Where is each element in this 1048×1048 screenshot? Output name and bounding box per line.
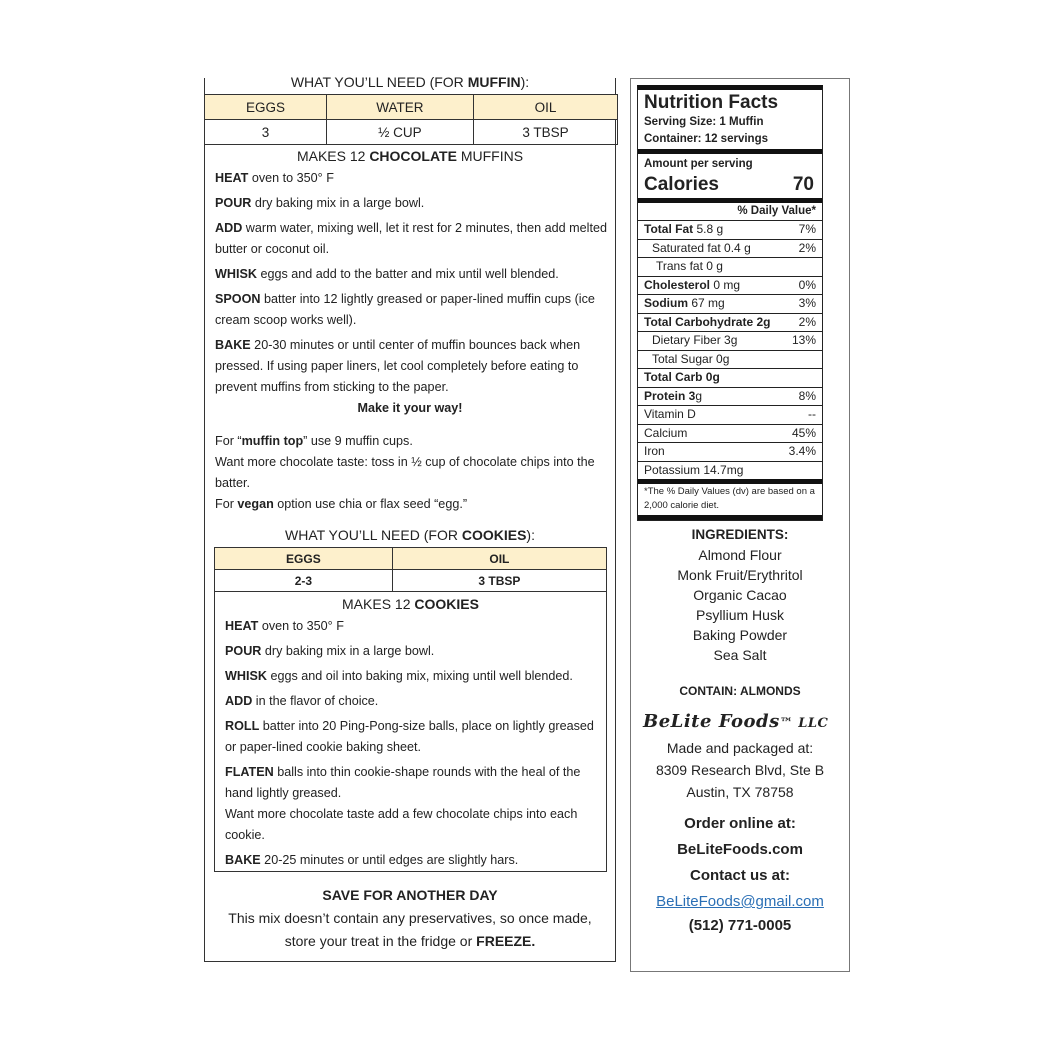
- muffin-tip: For “muffin top” use 9 muffin cups.: [215, 434, 413, 448]
- muffin-step: SPOON batter into 12 lightly greased or paper-lined muffin cups (ice cream scoop works well).: [215, 292, 595, 327]
- ingredients-list: [631, 525, 849, 665]
- serving-size: Serving Size: 1 Muffin: [644, 116, 764, 128]
- nutrient-row: Potassium 14.7mg: [638, 461, 822, 480]
- cookie-step: POUR dry baking mix in a large bowl.: [225, 644, 435, 658]
- recipe-panel: [204, 74, 616, 962]
- cookie-tip: Want more chocolate taste add a few chocolate chips into each cookie.: [225, 807, 578, 842]
- ingredient-item: Baking Powder: [692, 627, 788, 643]
- table-header: EGGS: [205, 95, 327, 120]
- amount-per-serving: Amount per serving: [644, 158, 753, 170]
- table-header: WATER: [326, 95, 473, 120]
- ingredient-item: Monk Fruit/Erythritol: [677, 567, 803, 583]
- cookie-instructions: [214, 592, 607, 872]
- label-panel: [630, 78, 850, 972]
- ingredient-item: Psyllium Husk: [696, 607, 784, 623]
- cookie-step: FLATEN balls into thin cookie-shape rounds with the heal of the hand lightly greased.: [225, 765, 581, 800]
- contact-label: Contact us at:: [689, 867, 790, 884]
- muffin-instructions: [205, 146, 615, 515]
- table-cell: ½ CUP: [326, 120, 473, 145]
- ingredients-title: INGREDIENTS:: [691, 527, 789, 542]
- table-header: OIL: [392, 548, 606, 570]
- muffin-tip: For vegan option use chia or flax seed “egg.”: [215, 497, 468, 511]
- cookie-need-title: WHAT YOU’LL NEED (FOR COOKIES):: [285, 527, 535, 543]
- nutrient-row: Sodium 67 mg 3%: [638, 294, 822, 313]
- nutrient-row: Total Carbohydrate 2g 2%: [638, 313, 822, 332]
- website-text: BeLiteFoods.com: [677, 841, 803, 858]
- ingredient-item: Sea Salt: [713, 647, 767, 663]
- nutrient-row: Iron 3.4%: [638, 442, 822, 461]
- cookie-step: HEAT oven to 350° F: [225, 619, 344, 633]
- muffin-need-title: WHAT YOU’LL NEED (FOR MUFFIN):: [290, 74, 530, 90]
- email-link[interactable]: BeLiteFoods@gmail.com: [656, 893, 824, 910]
- nutrient-row: Saturated fat 0.4 g 2%: [638, 239, 822, 258]
- cookie-ingredients-table: [214, 547, 607, 592]
- nutrient-row: Total Fat 5.8 g 7%: [638, 220, 822, 239]
- nutrition-title: Nutrition Facts: [644, 92, 779, 113]
- table-header: EGGS: [215, 548, 393, 570]
- phone-number: (512) 771-0005: [688, 917, 792, 934]
- storage-note: [205, 884, 615, 953]
- nutrient-row: Calcium 45%: [638, 424, 822, 443]
- ingredient-item: Almond Flour: [698, 547, 782, 563]
- contact-info: [631, 811, 849, 937]
- allergen-warning: CONTAIN: ALMONDS: [679, 684, 801, 698]
- save-line: This mix doesn’t contain any preservatives, so once made,: [228, 910, 592, 926]
- muffin-step: BAKE 20-30 minutes or until center of muffin bounces back when pressed. If using paper liners, let cool completely before eating to prevent muffins from sticking to the paper.: [215, 338, 581, 394]
- muffin-step: WHISK eggs and add to the batter and mix until well blended.: [215, 267, 559, 281]
- daily-value-header: % Daily Value*: [737, 205, 816, 217]
- muffin-step: POUR dry baking mix in a large bowl.: [215, 196, 425, 210]
- made-at-label: Made and packaged at:: [666, 740, 814, 756]
- make-it-your-way: Make it your way!: [357, 401, 463, 415]
- save-line: store your treat in the fridge or FREEZE.: [284, 933, 536, 949]
- muffin-tip: Want more chocolate taste: toss in ½ cup of chocolate chips into the batter.: [215, 455, 595, 490]
- cookie-makes-heading: MAKES 12 COOKIES: [342, 596, 479, 612]
- calories-row: Calories 70: [644, 174, 814, 195]
- cookie-step: ADD in the flavor of choice.: [225, 694, 379, 708]
- table-cell: 3: [205, 120, 327, 145]
- cookie-step: BAKE 20-25 minutes or until edges are slightly hars.: [225, 853, 519, 867]
- cookie-step: ROLL batter into 20 Ping-Pong-size balls, place on lightly greased or paper-lined cookie baking sheet.: [225, 719, 594, 754]
- nutrient-row: Cholesterol 0 mg 0%: [638, 276, 822, 295]
- muffin-step: ADD warm water, mixing well, let it rest for 2 minutes, then add melted butter or coconut oil.: [215, 221, 607, 256]
- servings-per-container: Container: 12 servings: [644, 133, 768, 145]
- nutrient-row: Trans fat 0 g: [638, 257, 822, 276]
- table-header: OIL: [473, 95, 617, 120]
- address-line: Austin, TX 78758: [686, 784, 794, 800]
- ingredient-item: Organic Cacao: [693, 587, 787, 603]
- brand-logo: BeLite Foods™ LLC: [643, 711, 829, 732]
- nutrient-row: Protein 3g 8%: [638, 387, 822, 406]
- nutrition-facts: [637, 85, 823, 521]
- address-line: 8309 Research Blvd, Ste B: [655, 762, 825, 778]
- cookie-step: WHISK eggs and oil into baking mix, mixing until well blended.: [225, 669, 573, 683]
- table-cell: 3 TBSP: [473, 120, 617, 145]
- company-address: [631, 737, 849, 803]
- table-cell: 2-3: [215, 570, 393, 592]
- order-label: Order online at:: [684, 815, 796, 832]
- table-cell: 3 TBSP: [392, 570, 606, 592]
- nutrient-row: Dietary Fiber 3g 13%: [638, 331, 822, 350]
- save-title: SAVE FOR ANOTHER DAY: [322, 887, 498, 903]
- muffin-ingredients-table: [204, 94, 618, 145]
- muffin-step: HEAT oven to 350° F: [215, 171, 334, 185]
- nutrient-row: Total Carb 0g: [638, 368, 822, 387]
- muffin-makes-heading: MAKES 12 CHOCOLATE MUFFINS: [296, 148, 524, 164]
- nutrient-row: Vitamin D --: [638, 405, 822, 424]
- nutrition-footnote: *The % Daily Values (dv) are based on a 2,000 calorie diet.: [638, 484, 822, 520]
- nutrient-row: Total Sugar 0g: [638, 350, 822, 369]
